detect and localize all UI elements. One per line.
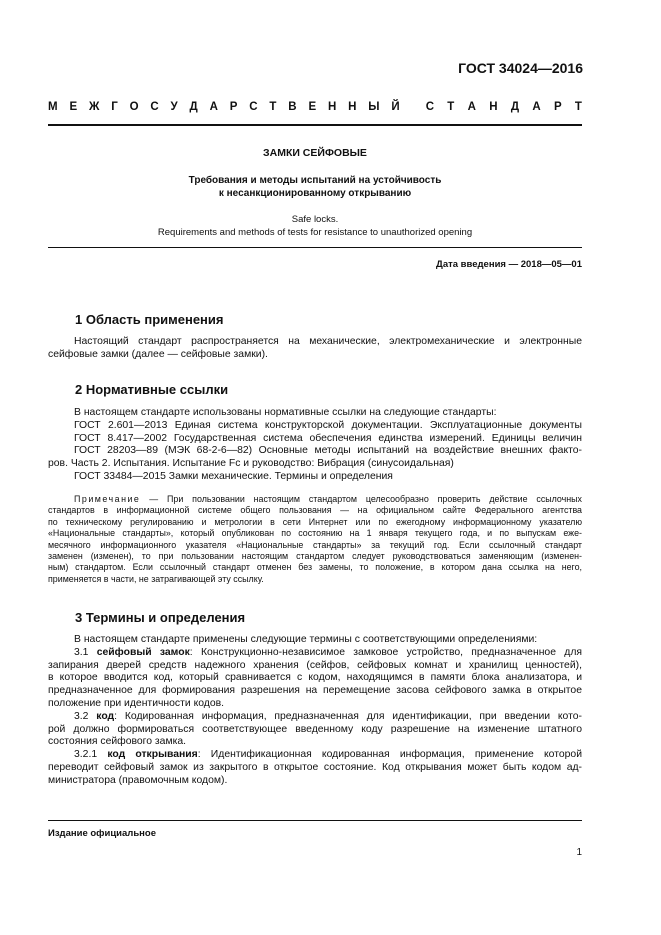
header-letter: О — [129, 101, 139, 113]
header-letter: Ж — [88, 101, 100, 113]
text-line: В настоящем стандарте использованы нормативные ссылки на следующие стандарты: — [74, 407, 497, 418]
header-letter: Е — [69, 101, 78, 113]
text-line: запирания дверей средств надежного хранения (сейфов, сейфовых комнат и хранилищ ценностей), — [48, 659, 582, 671]
standard-type-word-2 — [426, 101, 582, 113]
footer-rule — [48, 820, 582, 821]
header-letter: А — [467, 101, 476, 113]
text-line: Настоящий стандарт распространяется на механические, электромеханические и электронные — [74, 336, 582, 347]
english-title — [48, 213, 582, 239]
note-line: применяется в части, не затрагивающей эту ссылку. — [48, 573, 264, 584]
standard-number: ГОСТ 34024—2016 — [458, 60, 583, 76]
header-letter: Ы — [368, 101, 380, 113]
term-name: сейфовый замок — [96, 646, 190, 658]
english-title-line-1: Safe locks. — [291, 214, 339, 225]
note-label: Примечание — [74, 494, 141, 504]
standard-type — [48, 101, 582, 113]
title-rule — [48, 247, 582, 248]
header-letter: С — [249, 101, 258, 113]
official-edition-label: Издание официальное — [48, 828, 156, 839]
introduction-date: Дата введения — 2018—05—01 — [436, 259, 582, 270]
header-letter: А — [532, 101, 541, 113]
section-3-text — [48, 634, 582, 788]
reference-item: ГОСТ 28203—89 (МЭК 68-2-6—82) Основные методы испытаний на воздействие внешних факто- — [74, 445, 582, 457]
text-line: предназначенное для формирования разрешения на перемещение засова сейфового замка в открытое — [48, 685, 582, 697]
note-line: заменен (изменен), то при пользовании настоящим стандартом следует руководствоваться заменяющим (изменен- — [48, 551, 582, 562]
header-letter: Д — [510, 101, 520, 113]
header-letter: Т — [574, 101, 582, 113]
section-3-heading: 3 Термины и определения — [75, 610, 246, 625]
standard-type-word-1 — [48, 101, 400, 113]
english-title-line-2: Requirements and methods of tests for resistance to unauthorized opening — [157, 227, 473, 238]
header-letter: Т — [447, 101, 455, 113]
header-letter: Д — [189, 101, 198, 113]
header-letter: Г — [111, 101, 118, 113]
header-letter: М — [48, 101, 58, 113]
section-1-heading: 1 Область применения — [75, 312, 224, 327]
header-rule — [48, 124, 582, 126]
term-3-1: 3.1 сейфовый замок: Конструкционно-независимое замковое устройство, предназначенное для — [74, 646, 583, 658]
note-line: по техническому регулированию и метрологии в сети Интернет или по ежегодному информационному указателю — [48, 516, 582, 527]
note-line: «Национальные стандарты», который опубликован по состоянию на 1 января текущего года, и по выпускам еже- — [48, 528, 582, 539]
reference-item: ГОСТ 33484—2015 Замки механические. Термины и определения — [74, 470, 393, 482]
text-line: положение при идентичности кодов. — [48, 697, 225, 709]
term-name: код — [96, 710, 115, 722]
text-line: переводит сейфовый замок из закрытого в открытое состояние. Код открывания может быть кодом ад- — [48, 761, 582, 773]
text-line: рой должно формироваться соответствующее введенному коду разрешение на изменение штатного — [48, 723, 582, 735]
header-letter: Н — [489, 101, 498, 113]
header-letter: С — [425, 101, 434, 113]
note-line: стандартов в информационной системе общего пользования — на официальном сайте Федерального агентства — [48, 505, 582, 516]
section-2-text — [48, 407, 582, 484]
text-line: министратора (правомочным кодом). — [48, 774, 228, 786]
term-3-2: 3.2 код: Кодированная информация, предназначенная для идентификации, при введении кото- — [74, 710, 582, 722]
text-line: состояния сейфового замка. — [48, 736, 187, 748]
text-line: в которое вводится код, который сравнивается с кодом, находящимся в памяти блока анализатора, и — [48, 672, 582, 684]
subtitle-line-2: к несанкционированному открыванию — [218, 188, 412, 199]
header-letter: Т — [269, 101, 277, 113]
document-title: ЗАМКИ СЕЙФОВЫЕ — [263, 147, 367, 159]
reference-item: ГОСТ 8.417—2002 Государственная система обеспечения единства измерений. Единицы величин — [74, 432, 582, 444]
section-1-text — [48, 336, 582, 362]
term-3-2-1: 3.2.1 код открывания: Идентификационная кодированная информация, применение которой — [74, 749, 583, 761]
header-letter: Е — [308, 101, 317, 113]
header-letter: У — [170, 101, 178, 113]
header-letter: Й — [391, 101, 400, 113]
header-letter: В — [288, 101, 297, 113]
section-2-note: Примечание — При пользовании настоящим стандартом целесообразно проверить действие ссылочных стандартов в информационной системе общего пользования — на официальном сайте Федерального агентства по техническому регулированию и метрологии в сети Интернет или по ежегодному информационному указателю «Национальные стандарты», который опубликован по состоянию на 1 января текущего года, и по выпускам еже- месячного информационного указателя «Национальные стандарты» за текущий год. Если ссылочный стандарт заменен (изменен), то при пользовании настоящим стандартом следует руководствоваться заменяющим (изменен- ным) стандартом. Если ссылочный стандарт отменен без замены, то положение, в котором дана ссылка на него, применяется в части, не затрагивающей эту ссылку. — [48, 494, 582, 584]
header-letter: Р — [553, 101, 562, 113]
header-letter: Р — [229, 101, 238, 113]
note-line: месячного информационного указателя «Национальные стандарты» за текущий год. Если ссылочный стандарт — [48, 539, 582, 550]
note-line: ным) стандартом. Если ссылочный стандарт отменен без замены, то положение, в котором дана ссылка на него, — [48, 562, 582, 573]
reference-item: ров. Часть 2. Испытания. Испытание Fc и руководство: Вибрация (синусоидальная) — [48, 458, 454, 470]
text-line: сейфовые замки (далее — сейфовые замки). — [48, 348, 268, 360]
reference-item: ГОСТ 2.601—2013 Единая система конструкторской документации. Эксплуатационные документы — [74, 419, 582, 431]
section-2-heading: 2 Нормативные ссылки — [75, 382, 229, 397]
document-subtitle — [48, 174, 582, 200]
text-line: В настоящем стандарте применены следующие термины с соответствующими определениями: — [74, 634, 538, 645]
header-letter: С — [150, 101, 159, 113]
header-letter: А — [209, 101, 218, 113]
subtitle-line-1: Требования и методы испытаний на устойчивость — [188, 175, 442, 186]
header-letter: Н — [327, 101, 337, 113]
page-number: 1 — [576, 847, 582, 858]
term-name: код открывания — [107, 749, 198, 761]
header-letter: Н — [348, 101, 357, 113]
